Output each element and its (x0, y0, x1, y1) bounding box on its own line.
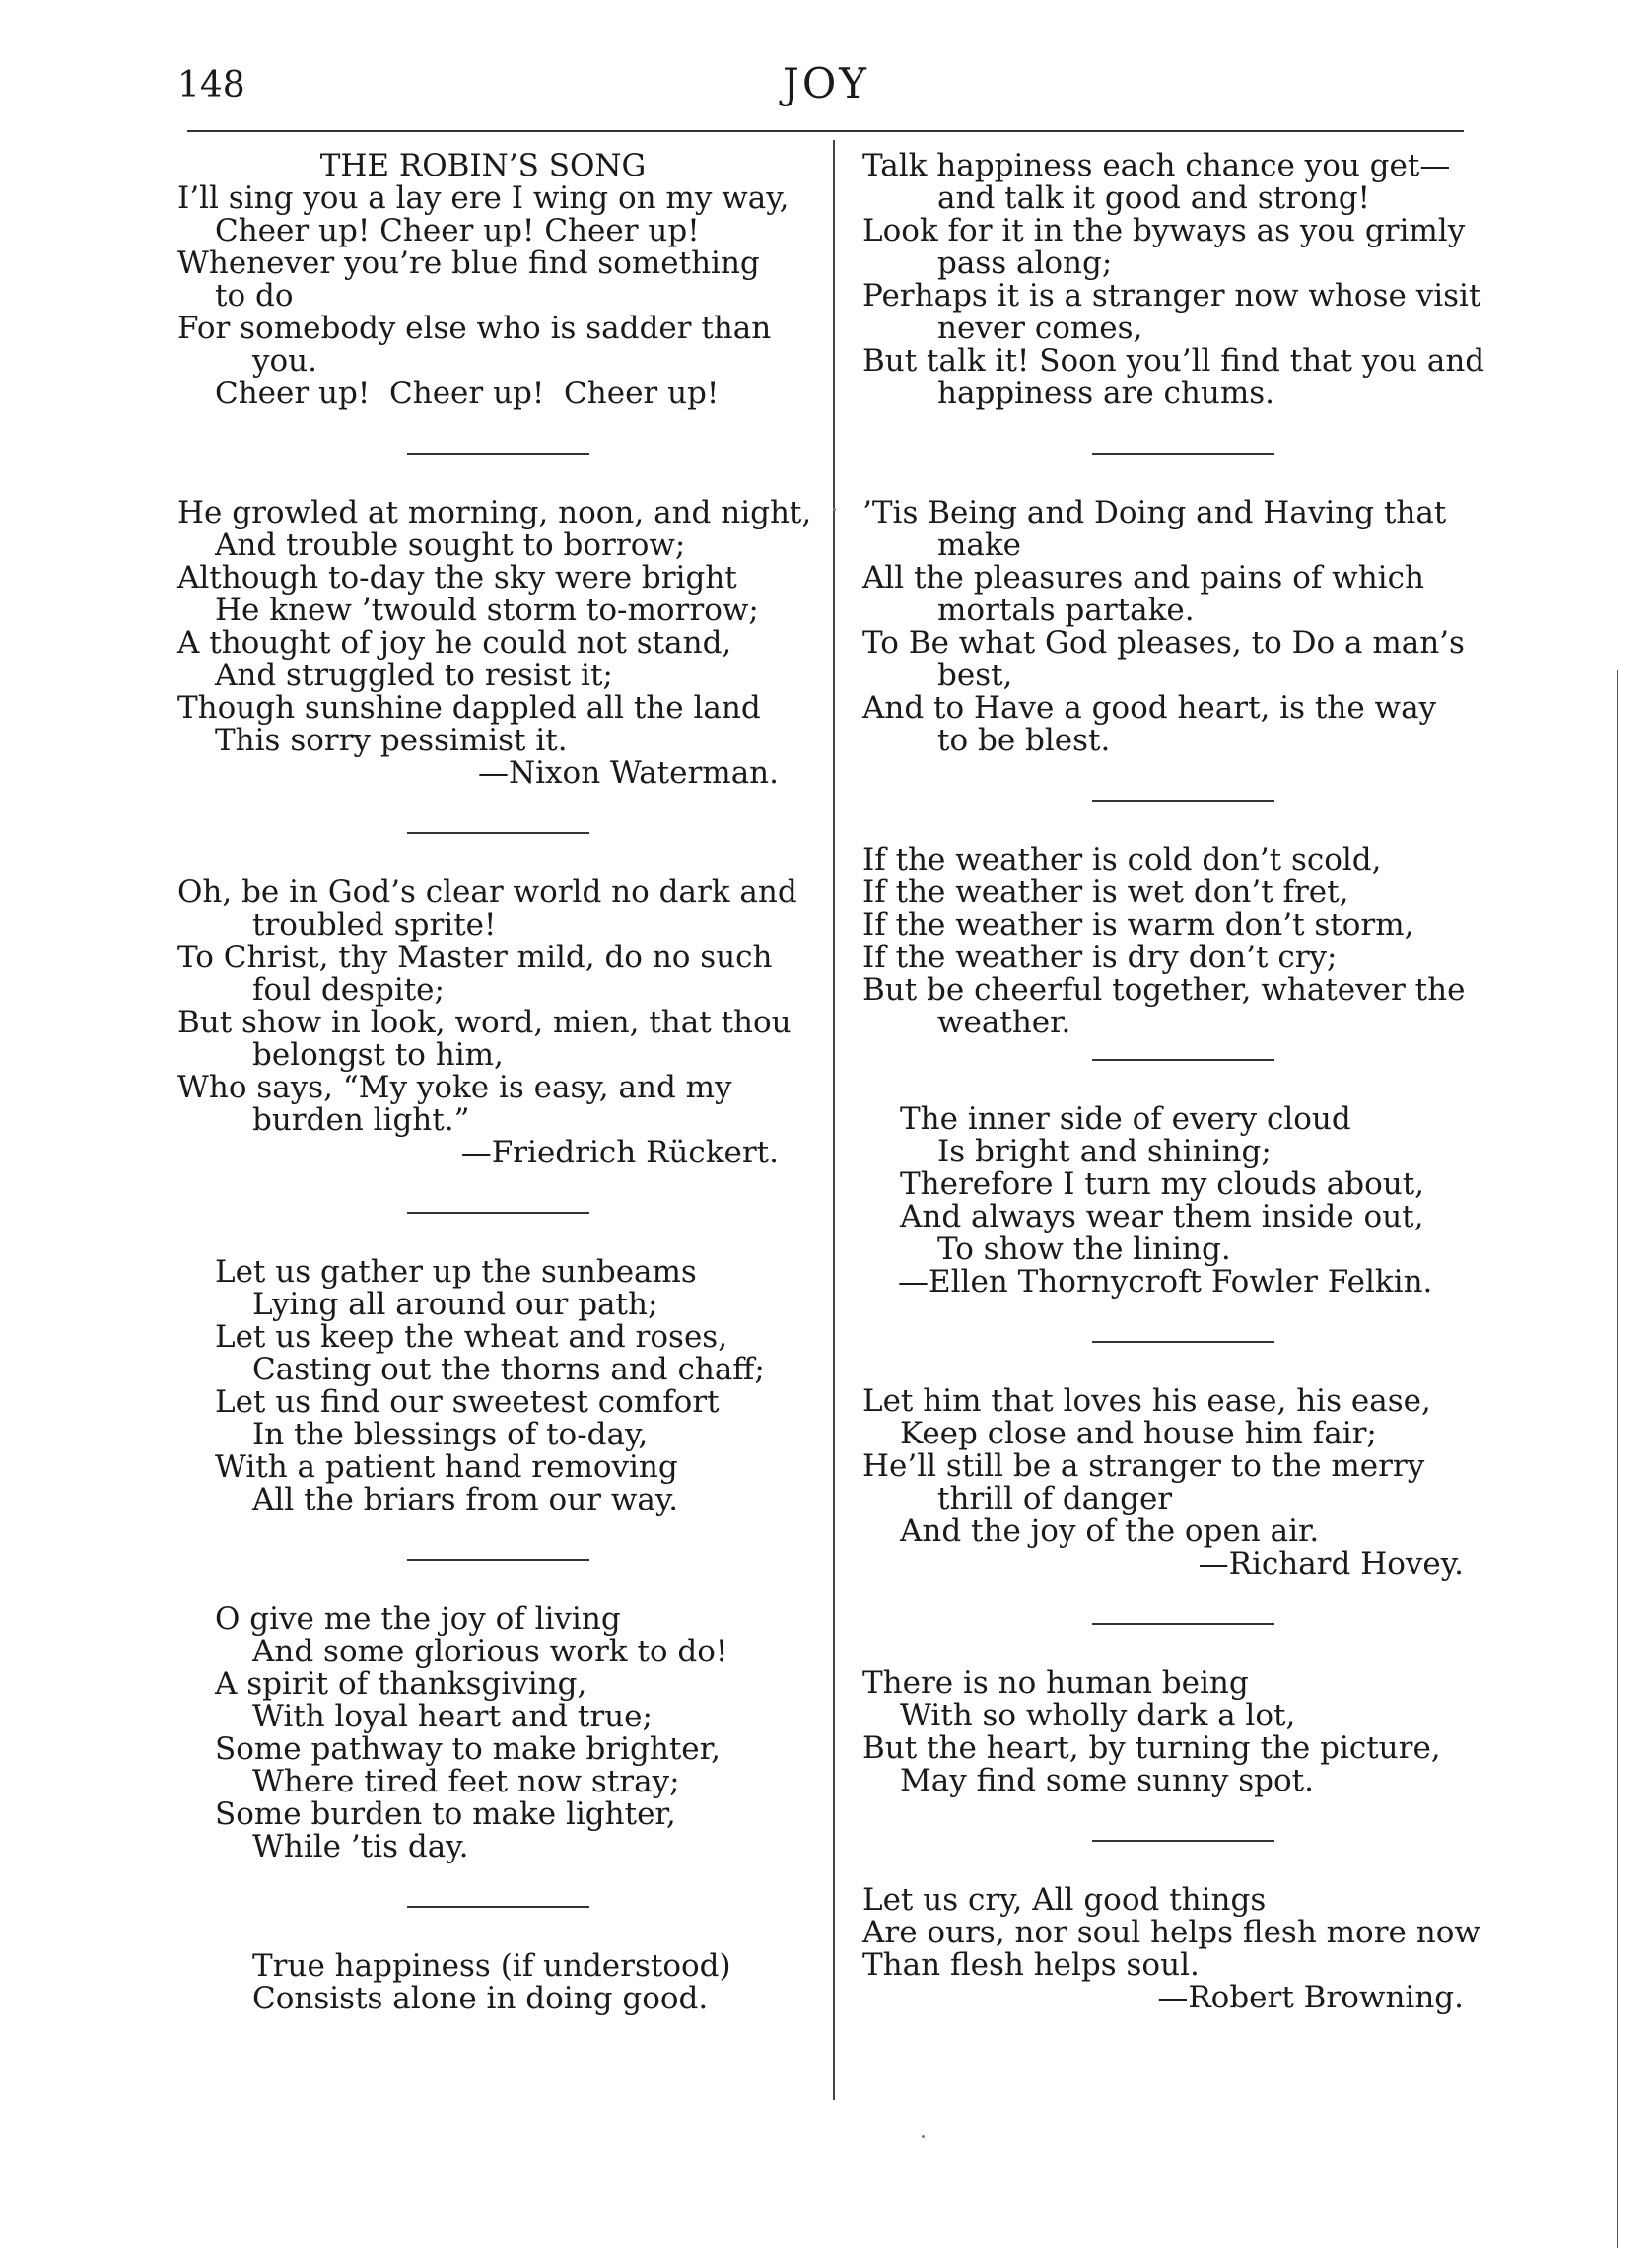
poem-line: Who says, “My yoke is easy, and my (177, 1070, 732, 1105)
column-divider (833, 140, 835, 2100)
poem-line: Is bright and shining; (937, 1134, 1272, 1169)
poem-line: Keep close and house him fair; (900, 1416, 1377, 1451)
poem-line: Lying all around our path; (252, 1287, 658, 1322)
poem-line: Cheer up! Cheer up! Cheer up! (215, 376, 720, 411)
poem-title: THE ROBIN’S SONG (319, 148, 647, 183)
poem-line: Though sunshine dappled all the land (177, 690, 761, 726)
poem-line: May find some sunny spot. (900, 1763, 1314, 1798)
poem-line: But talk it! Soon you’ll find that you and (862, 343, 1485, 379)
poem-line: pass along; (937, 246, 1113, 281)
poem-line: Let us gather up the sunbeams (215, 1254, 697, 1290)
poem-line: And the joy of the open air. (900, 1513, 1320, 1549)
poem-sunbeams (177, 1256, 818, 1516)
poem-line: Cheer up! Cheer up! Cheer up! (215, 213, 700, 248)
poem-line: But the heart, by turning the picture, (862, 1730, 1441, 1766)
poem-hovey (862, 1385, 1503, 1581)
page-edge-line (1617, 670, 1618, 2248)
poem-line: thrill of danger (937, 1481, 1173, 1516)
poem-line: Let us cry, All good things (862, 1882, 1267, 1918)
poem-line: happiness are chums. (937, 376, 1274, 411)
poem-line: O give me the joy of living (215, 1601, 621, 1637)
poem-line: True happiness (if understood) (252, 1948, 731, 1984)
poem-line: Oh, be in God’s clear world no dark and (177, 875, 797, 910)
poem-line: All the briars from our way. (252, 1482, 679, 1517)
poem-line: belongst to him, (252, 1037, 504, 1073)
poem-line: Although to-day the sky were bright (177, 560, 737, 596)
poem-line: Let him that loves his ease, his ease, (862, 1383, 1431, 1419)
poem-line: But show in look, word, mien, that thou (177, 1005, 792, 1040)
poem-line: Where tired feet now stray; (252, 1764, 680, 1799)
poem-line: Whenever you’re blue find something (177, 246, 760, 281)
poem-line: best, (937, 658, 1013, 693)
poem-line: Than flesh helps soul. (862, 1947, 1200, 1983)
poem-line: burden light.” (252, 1102, 470, 1138)
poem-line: Therefore I turn my clouds about, (900, 1166, 1425, 1202)
section-separator (1092, 453, 1274, 455)
left-column (177, 150, 818, 2015)
poem-line: And always wear them inside out, (900, 1199, 1424, 1234)
poem-line: He’ll still be a stranger to the merry (862, 1448, 1425, 1484)
poem-line: mortals partake. (937, 593, 1195, 628)
poem-line: There is no human being (862, 1665, 1249, 1701)
section-separator (407, 1906, 589, 1908)
poem-line: To Be what God pleases, to Do a man’s (862, 625, 1465, 661)
poem-line: All the pleasures and pains of which (862, 560, 1424, 596)
attribution: —Robert Browning. (1157, 1980, 1464, 2015)
poem-line: Consists alone in doing good. (252, 1981, 709, 2016)
attribution: —Ellen Thornycroft Fowler Felkin. (898, 1264, 1433, 1300)
poem-line: weather. (937, 1005, 1071, 1040)
poem-line: to be blest. (937, 723, 1111, 758)
poem-line: Are ours, nor soul helps flesh more now (862, 1915, 1480, 1950)
section-separator (407, 1212, 589, 1214)
poem-line: Casting out the thorns and chaff; (252, 1352, 765, 1387)
poem-line: If the weather is dry don’t cry; (862, 940, 1338, 975)
poem-line: never comes, (937, 311, 1143, 346)
poem-line: Look for it in the byways as you grimly (862, 213, 1466, 248)
poem-line: If the weather is warm don’t storm, (862, 907, 1414, 943)
section-separator (1092, 1623, 1274, 1625)
poem-line: While ’tis day. (252, 1829, 469, 1864)
attribution: —Friedrich Rückert. (460, 1135, 779, 1170)
poem-line: Perhaps it is a stranger now whose visit (862, 278, 1481, 314)
attribution: —Nixon Waterman. (478, 755, 779, 791)
section-separator (1092, 1059, 1274, 1061)
poem-sunny-spot (862, 1667, 1503, 1797)
poem-line: In the blessings of to-day, (252, 1417, 649, 1452)
poem-line: If the weather is cold don’t scold, (862, 842, 1382, 878)
attribution: —Richard Hovey. (1198, 1546, 1464, 1581)
poem-line: and talk it good and strong! (937, 180, 1370, 216)
poem-line: He knew ’twould storm to-morrow; (215, 593, 759, 628)
section-separator (1092, 800, 1274, 802)
poem-line: He growled at morning, noon, and night, (177, 495, 812, 530)
poem-line: Some burden to make lighter, (215, 1796, 676, 1832)
running-title: JOY (783, 59, 869, 107)
poem-pessimist (177, 497, 818, 790)
poem-line: Let us find our sweetest comfort (215, 1384, 720, 1420)
poem-being-doing (862, 497, 1503, 757)
poem-cloud (862, 1103, 1503, 1299)
right-column (862, 150, 1503, 2014)
poem-line: And trouble sought to borrow; (215, 527, 686, 563)
poem-ruckert (177, 877, 818, 1169)
poem-line: Some pathway to make brighter, (215, 1731, 721, 1767)
poem-line: If the weather is wet don’t fret, (862, 875, 1349, 910)
poem-line: For somebody else who is sadder than (177, 311, 772, 346)
header-rule (187, 130, 1464, 132)
poem-line: A thought of joy he could not stand, (177, 625, 732, 661)
poem-weather (862, 844, 1503, 1039)
poem-line: Talk happiness each chance you get— (862, 148, 1451, 183)
section-separator (407, 453, 589, 455)
poem-line: Let us keep the wheat and roses, (215, 1319, 728, 1355)
poem-line: to do (215, 278, 294, 314)
poem-line: With loyal heart and true; (252, 1699, 653, 1734)
poem-line: To Christ, thy Master mild, do no such (177, 940, 773, 975)
poem-line: you. (252, 343, 317, 379)
poem-line: make (937, 527, 1022, 563)
poem-line: And to Have a good heart, is the way (862, 690, 1437, 726)
section-separator (1092, 1840, 1274, 1842)
poem-line: foul despite; (252, 972, 445, 1008)
poem-line: I’ll sing you a lay ere I wing on my way, (177, 180, 790, 216)
poem-line: With a patient hand removing (215, 1449, 678, 1485)
poem-line: And some glorious work to do! (252, 1634, 728, 1669)
section-separator (407, 1559, 589, 1561)
poem-line: To show the lining. (937, 1231, 1231, 1267)
poem-line: A spirit of thanksgiving, (215, 1666, 587, 1702)
section-separator (1092, 1341, 1274, 1343)
print-speck (833, 508, 836, 511)
poem-line: troubled sprite! (252, 907, 497, 943)
poem-true-happiness (177, 1950, 818, 2015)
poem-browning (862, 1884, 1503, 2014)
page-number: 148 (177, 65, 245, 105)
poem-line: But be cheerful together, whatever the (862, 972, 1466, 1008)
section-separator (407, 832, 589, 834)
print-speck (922, 2135, 925, 2138)
poem-line: With so wholly dark a lot, (900, 1698, 1296, 1733)
poem-line: And struggled to resist it; (215, 658, 613, 693)
poem-talk-happiness (862, 150, 1503, 410)
poem-robins-song (177, 150, 818, 410)
poem-line: This sorry pessimist it. (215, 723, 568, 758)
poem-line: The inner side of every cloud (900, 1101, 1351, 1137)
poem-joy-of-living (177, 1603, 818, 1863)
poem-line: ’Tis Being and Doing and Having that (862, 495, 1447, 530)
